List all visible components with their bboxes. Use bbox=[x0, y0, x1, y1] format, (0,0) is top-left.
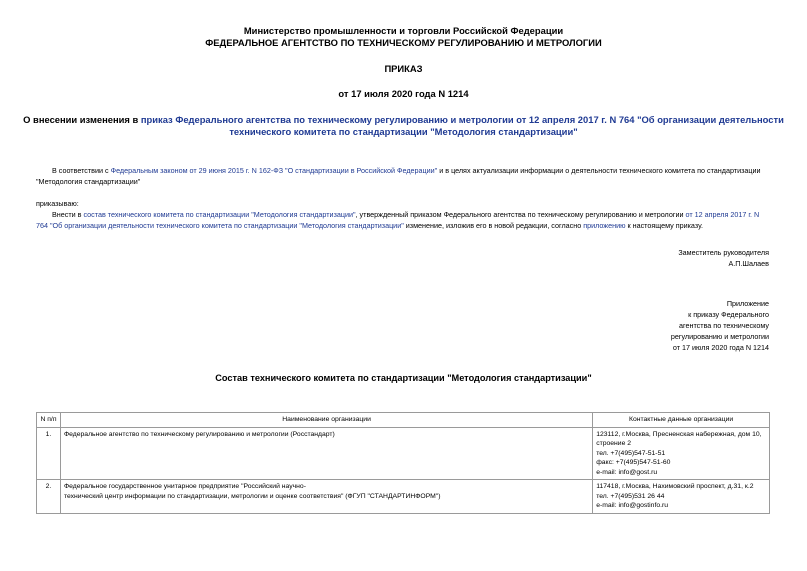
header-contacts: Контактные данные организации bbox=[593, 413, 770, 428]
ministry-name: Министерство промышленности и торговли Российской Федерации bbox=[243, 25, 564, 36]
p2-end: к настоящему приказу. bbox=[625, 221, 703, 230]
contact-line: тел. +7(495)531 26 44 bbox=[596, 492, 665, 500]
signature-position: Заместитель руководителя bbox=[678, 248, 769, 257]
paragraph-basis bbox=[52, 165, 782, 176]
table-row bbox=[37, 427, 770, 480]
row-num: 2. bbox=[37, 480, 61, 514]
org-line: Федеральное государственное унитарное предприятие "Российский научно- bbox=[63, 483, 306, 490]
committee-composition-link[interactable]: состав технического комитета по стандартизации "Методология стандартизации" bbox=[83, 210, 356, 219]
orders-word: приказываю: bbox=[36, 199, 79, 208]
contact-line: e-mail: info@gostinfo.ru bbox=[596, 502, 669, 509]
document-title-line2 bbox=[0, 126, 807, 137]
p1-suffix: и в целях актуализации информации о деятельности технического комитета по стандартизации bbox=[437, 166, 761, 175]
row-contacts bbox=[593, 427, 770, 480]
contact-line: строение 2 bbox=[596, 440, 632, 447]
appendix-link[interactable]: приложению bbox=[583, 221, 626, 230]
composition-table bbox=[36, 412, 770, 514]
row-org bbox=[60, 480, 592, 514]
org-line: технический центр информации по стандартизации, метрологии и оценке соответствия" (ФГУП "СТАНДАРТИНФОРМ") bbox=[63, 492, 441, 500]
appendix-line2: к приказу Федерального bbox=[688, 310, 769, 319]
contact-line: факс: +7(495)547-51-60 bbox=[596, 459, 671, 466]
org-line: Федеральное агентство по техническому регулированию и метрологии (Росстандарт) bbox=[63, 430, 335, 438]
signature-name: А.П.Шалаев bbox=[728, 259, 769, 268]
federal-law-link[interactable]: Федеральным законом от 29 июня 2015 г. N 162-ФЗ "О стандартизации в Российской Федерации" bbox=[110, 166, 438, 175]
document-date: от 17 июля 2020 года N 1214 bbox=[338, 88, 469, 99]
contact-line: 123112, г.Москва, Пресненская набережная, дом 10, bbox=[596, 430, 762, 438]
p2-prefix: Внести в bbox=[52, 210, 84, 219]
title-prefix: О внесении изменения в bbox=[23, 114, 141, 125]
document-title bbox=[0, 114, 807, 125]
paragraph-order-line2 bbox=[36, 220, 776, 231]
table-header-row bbox=[37, 413, 770, 428]
row-num: 1. bbox=[37, 427, 61, 480]
table-row bbox=[37, 480, 770, 514]
p1-prefix: В соответствии с bbox=[52, 166, 111, 175]
contact-line: e-mail: info@gost.ru bbox=[596, 468, 658, 476]
header-org: Наименование организации bbox=[60, 413, 592, 428]
appendix-line3: агентства по техническому bbox=[679, 321, 769, 330]
composition-title: Состав технического комитета по стандартизации "Методология стандартизации" bbox=[215, 373, 592, 383]
order-764-link[interactable]: от 12 апреля 2017 г. N bbox=[685, 210, 760, 219]
agency-name: ФЕДЕРАЛЬНОЕ АГЕНТСТВО ПО ТЕХНИЧЕСКОМУ РЕГУЛИРОВАНИЮ И МЕТРОЛОГИИ bbox=[205, 37, 602, 48]
contact-line: тел. +7(495)547-51-51 bbox=[596, 449, 666, 457]
row-contacts bbox=[593, 480, 770, 514]
paragraph-basis-line2: "Методология стандартизации" bbox=[36, 177, 141, 186]
document-type: ПРИКАЗ bbox=[384, 63, 423, 74]
appendix-line4: регулированию и метрологии bbox=[670, 332, 769, 341]
header-num: N п/п bbox=[37, 413, 61, 428]
appendix-label: Приложение bbox=[726, 299, 769, 308]
title-order-link-line2[interactable]: технического комитета по стандартизации "Методология стандартизации" bbox=[229, 126, 578, 137]
title-order-link[interactable]: приказ Федерального агентства по техническому регулированию и метрологии от 12 апреля 2017 г. N 764 "Об организации деятельности bbox=[140, 114, 784, 125]
row-org bbox=[60, 427, 592, 480]
p2-mid: , утвержденный приказом Федерального агентства по техническому регулированию и метрологии bbox=[355, 210, 686, 219]
appendix-line5: от 17 июля 2020 года N 1214 bbox=[672, 343, 769, 352]
contact-line: 117418, г.Москва, Нахимовский проспект, д.31, к.2 bbox=[596, 483, 754, 490]
paragraph-order bbox=[52, 209, 782, 220]
order-764-link-line2[interactable]: 764 "Об организации деятельности технического комитета по стандартизации "Методология стандартизации" bbox=[36, 221, 404, 230]
p2-suffix: изменение, изложив его в новой редакции, согласно bbox=[403, 221, 584, 230]
